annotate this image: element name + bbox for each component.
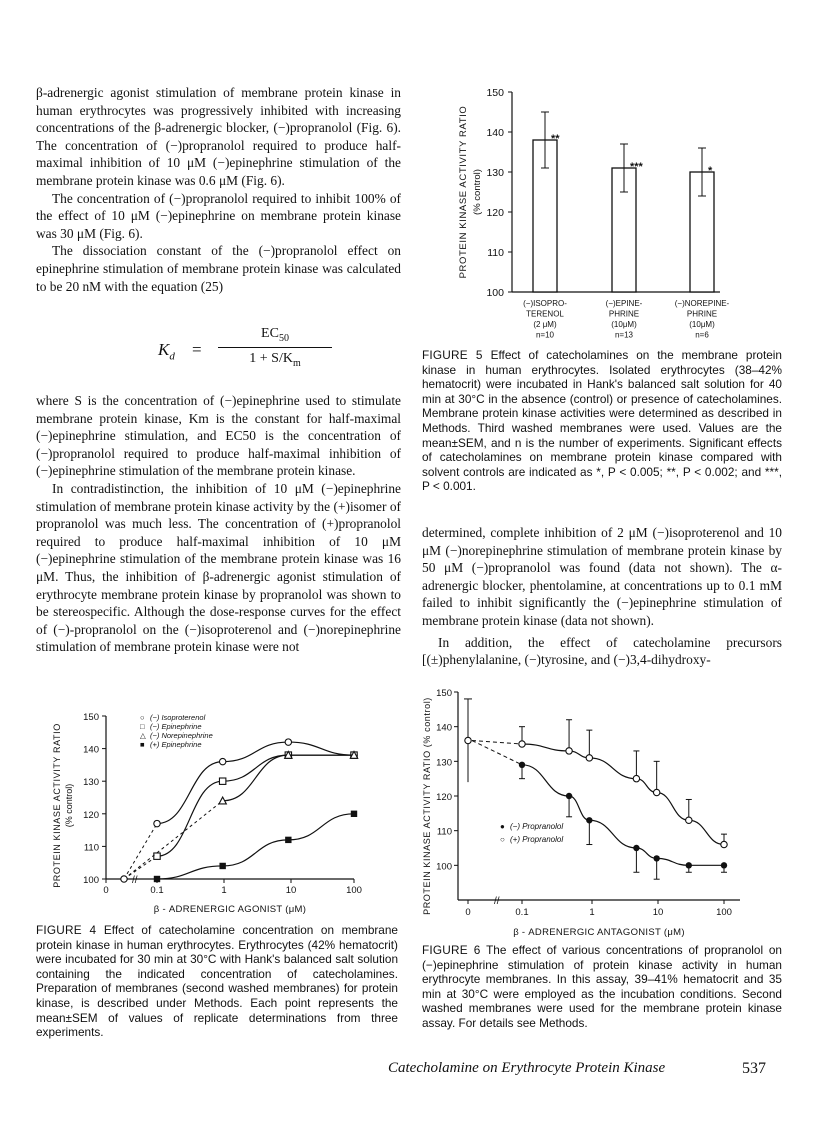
data-point xyxy=(586,755,592,761)
eq-numerator: $EC_{50}$ xyxy=(261,326,289,344)
data-point xyxy=(721,841,727,847)
data-point xyxy=(351,811,357,817)
y-tick-label: 140 xyxy=(83,744,99,756)
series-line xyxy=(157,814,354,879)
legend-entry: (−) Epinephrine xyxy=(150,722,202,731)
data-point xyxy=(219,778,225,784)
fraction-bar xyxy=(218,347,332,348)
eq-equals: = xyxy=(192,340,202,359)
category-label: (10μM) xyxy=(611,320,637,329)
y-tick-label: 130 xyxy=(436,757,452,769)
category-label: n=6 xyxy=(695,330,709,340)
data-point xyxy=(519,762,525,768)
x-tick-label: 10 xyxy=(285,885,297,896)
caption-text: Effect of catecholamine concentration on membrane protein kinase in human erythrocytes. Erythrocytes (42% hematocrit) were incubated for 30 min at 30°C with Hank's balanced salt solution containing the indicated concentration of catecholamines. Preparation of membranes (second washed membranes) for protein kinase, is described under Methods. Each point represents the mean±SEM of values of replicate determinations from three experiments. xyxy=(36,923,398,1040)
caption-text: Effect of catecholamines on the membrane protein kinase in human erythrocytes. Isolated erythrocytes (38–42% hematocrit) were incubated in Hank's balanced salt solution for 40 min at 30°C in the absence (control) or presence of catecholamines. Membrane protein kinase activities were determined as described in Methods. Third washed membranes were used. Values are the mean±SEM, and n is the number of experiments. Significant effects of catecholamines on membrane protein kinase compared with solvent controls are indicated as *, P < 0.005; **, P < 0.002; and ***, P < 0.001. xyxy=(422,348,782,494)
data-point xyxy=(519,741,525,747)
x-tick-label: 0.1 xyxy=(515,907,529,918)
left-column xyxy=(36,84,401,295)
data-point xyxy=(566,748,572,754)
eq-lhs: K xyxy=(158,340,170,359)
right-column xyxy=(422,524,782,669)
figure-4-caption xyxy=(36,923,398,1040)
figure-4-chart xyxy=(36,708,406,918)
y-tick-label: 100 xyxy=(436,861,452,873)
category-label: n=10 xyxy=(535,330,555,340)
data-point xyxy=(653,789,659,795)
eq-denominator: $1 + S/K_m$ xyxy=(249,350,301,369)
legend-symbol: ○ xyxy=(140,713,145,722)
data-point xyxy=(219,758,225,764)
y-tick-label: 120 xyxy=(436,792,452,803)
data-point xyxy=(154,876,160,882)
data-point xyxy=(633,775,639,781)
x-tick-label: 100 xyxy=(716,907,732,918)
legend-symbol: ○ xyxy=(500,835,505,844)
legend-symbol: ■ xyxy=(140,740,145,749)
eq-lhs-sub: d xyxy=(169,350,175,363)
x-tick-label: 0.1 xyxy=(150,885,164,896)
y-axis-label-units: (% control) xyxy=(472,169,483,215)
category-label: (−)NOREPINE- xyxy=(674,299,730,308)
data-point xyxy=(633,845,639,851)
category-label: (2 μM) xyxy=(533,320,557,329)
paragraph: In contradistinction, the inhibition of 10 μM (−)epinephrine stimulation of membrane protein kinase activity by the (+)isomer of propranolol was much less. The concentration of (+)propranolol required to produce half-maximal inhibition of 10 μM (−)epinephrine stimulation of the membrane protein kinase was 16 μM. Thus, the inhibition of β-adrenergic agonist stimulation of erythrocyte membrane protein kinase by propranolol was shown to be stereospecific. Although the dose-response curves for the effect of (−)-propranolol on the (−)isoproterenol and (−)norepinephrine stimulation of membrane protein kinase were not xyxy=(36,480,401,655)
figure-6-caption xyxy=(422,943,782,1031)
data-point xyxy=(285,739,291,745)
category-label: TERENOL xyxy=(526,309,564,319)
series-line xyxy=(157,755,354,856)
running-title: Catecholamine on Erythrocyte Protein Kinase xyxy=(388,1060,666,1076)
y-tick-label: 110 xyxy=(436,826,452,838)
y-tick-label: 130 xyxy=(83,777,99,789)
dashed-connector xyxy=(472,741,522,765)
data-point xyxy=(586,817,592,823)
data-point xyxy=(219,863,225,869)
paragraph: The concentration of (−)propranolol required to inhibit 100% of the effect of 10 μM (−)epinephrine on membrane protein kinase was 30 μM (Fig. 6). xyxy=(36,190,401,241)
legend-entry: (−) Isoproterenol xyxy=(150,713,206,722)
y-axis-label: PROTEIN KINASE ACTIVITY RATIO xyxy=(458,105,469,279)
equation xyxy=(150,326,350,382)
category-label: PHRINE xyxy=(686,309,718,319)
y-tick-label: 140 xyxy=(436,722,452,734)
paragraph: determined, complete inhibition of 2 μM (−)isoproterenol and 10 μM (−)norepinephrine stimulation of membrane protein kinase by 50 μM (−)propranolol was found (data not shown). The α-adrenergic blocker, phentolamine, at concentrations up to 0.1 mM failed to inhibit significantly the (−)epinephrine stimulation of membrane protein kinase (data not shown). xyxy=(422,525,782,628)
data-point xyxy=(686,817,692,823)
paragraph: In addition, the effect of catecholamine precursors [(±)phenylalanine, (−)tyrosine, and (−)3,4-dihydroxy- xyxy=(422,634,782,668)
data-point xyxy=(686,862,692,868)
dashed-connector xyxy=(124,824,157,879)
paragraph: where S is the concentration of (−)epinephrine used to stimulate membrane protein kinase, Km is the constant for half-maximal (−)epinephrine stimulation, and EC50 is the concentration of (−)propranolol required to produce half-maximal inhibition of (−)epinephrine stimulation of the membrane protein kinase. xyxy=(36,393,401,479)
category-label: (−)EPINE- xyxy=(605,299,643,308)
data-point xyxy=(121,876,127,882)
data-point xyxy=(566,793,572,799)
legend-symbol: □ xyxy=(140,722,145,731)
y-axis-label-units: (% control) xyxy=(64,783,74,828)
legend-entry: (−) Norepinephrine xyxy=(150,731,213,740)
y-tick-label: 150 xyxy=(486,87,504,99)
category-label: n=13 xyxy=(614,330,634,340)
data-point xyxy=(154,853,160,859)
data-point xyxy=(653,855,659,861)
y-tick-label: 130 xyxy=(486,167,504,179)
y-tick-label: 110 xyxy=(83,842,99,854)
figure-6-chart xyxy=(418,686,768,941)
series-line xyxy=(223,755,354,801)
category-label: (−)ISOPRO- xyxy=(523,299,567,308)
figure-label: FIGURE 5 xyxy=(422,348,483,362)
axis-break: // xyxy=(494,896,500,907)
legend-entry: (+) Epinephrine xyxy=(150,740,202,749)
x-tick-label: 10 xyxy=(652,907,664,918)
y-tick-label: 110 xyxy=(487,247,504,259)
data-point xyxy=(285,837,291,843)
y-tick-label: 120 xyxy=(83,809,99,821)
y-tick-label: 140 xyxy=(486,127,504,139)
y-axis-label: PROTEIN KINASE ACTIVITY RATIO xyxy=(52,723,62,888)
x-tick-label: 0 xyxy=(465,907,471,918)
dashed-connector xyxy=(472,741,522,744)
paragraph: The dissociation constant of the (−)propranolol effect on epinephrine stimulation of membrane protein kinase was calculated to be 20 nM with the equation (25) xyxy=(36,243,401,294)
series-line xyxy=(522,765,724,866)
category-label: (10μM) xyxy=(689,320,715,329)
significance-marker: * xyxy=(708,165,713,177)
y-axis-label: PROTEIN KINASE ACTIVITY RATIO (% control) xyxy=(422,697,432,915)
x-axis-label: β - ADRENERGIC AGONIST (μM) xyxy=(153,904,307,915)
left-column-lower xyxy=(36,392,401,656)
series-line xyxy=(157,742,354,824)
significance-marker: *** xyxy=(630,161,643,173)
data-point xyxy=(721,862,727,868)
legend-entry: (+) Propranolol xyxy=(510,835,564,844)
legend-symbol: △ xyxy=(140,731,146,740)
page-number: 537 xyxy=(742,1060,766,1077)
significance-marker: ** xyxy=(551,133,560,145)
x-tick-label: 100 xyxy=(346,885,362,896)
category-label: PHRINE xyxy=(608,309,640,319)
x-tick-label: 1 xyxy=(589,907,595,918)
caption-text: The effect of various concentrations of propranolol on (−)epinephrine stimulation of protein kinase activity in human erythrocyte membranes. In this assay, 39–41% hematocrit and 35 min at 30°C were employed as the incubation conditions. Second washed membranes were used for the membrane protein kinase assay. For details see Methods. xyxy=(422,943,782,1030)
paragraph: β-adrenergic agonist stimulation of membrane protein kinase in human erythrocytes was progressively inhibited with increasing concentrations of the β-adrenergic blocker, (−)propranolol (Fig. 6). The concentration of (−)propranolol required to produce half-maximal inhibition of 10 μM (−)epinephrine stimulation of the membrane protein kinase was 0.6 μM (Fig. 6). xyxy=(36,85,401,188)
axis-break: // xyxy=(132,875,138,886)
y-tick-label: 150 xyxy=(436,688,452,699)
figure-label: FIGURE 4 xyxy=(36,923,97,937)
legend-symbol: ● xyxy=(500,822,505,831)
y-tick-label: 150 xyxy=(83,712,99,723)
figure-5-chart xyxy=(420,82,760,344)
data-point xyxy=(154,820,160,826)
y-tick-label: 120 xyxy=(486,207,504,219)
x-tick-label: 1 xyxy=(221,885,227,896)
legend-entry: (−) Propranolol xyxy=(510,822,564,831)
figure-label: FIGURE 6 xyxy=(422,943,481,957)
data-point xyxy=(465,737,471,743)
y-tick-label: 100 xyxy=(486,287,504,299)
x-axis-label: β - ADRENERGIC ANTAGONIST (μM) xyxy=(513,927,685,938)
x-tick-label: 0 xyxy=(103,885,109,896)
y-tick-label: 100 xyxy=(83,875,99,886)
figure-5-caption xyxy=(422,348,782,494)
